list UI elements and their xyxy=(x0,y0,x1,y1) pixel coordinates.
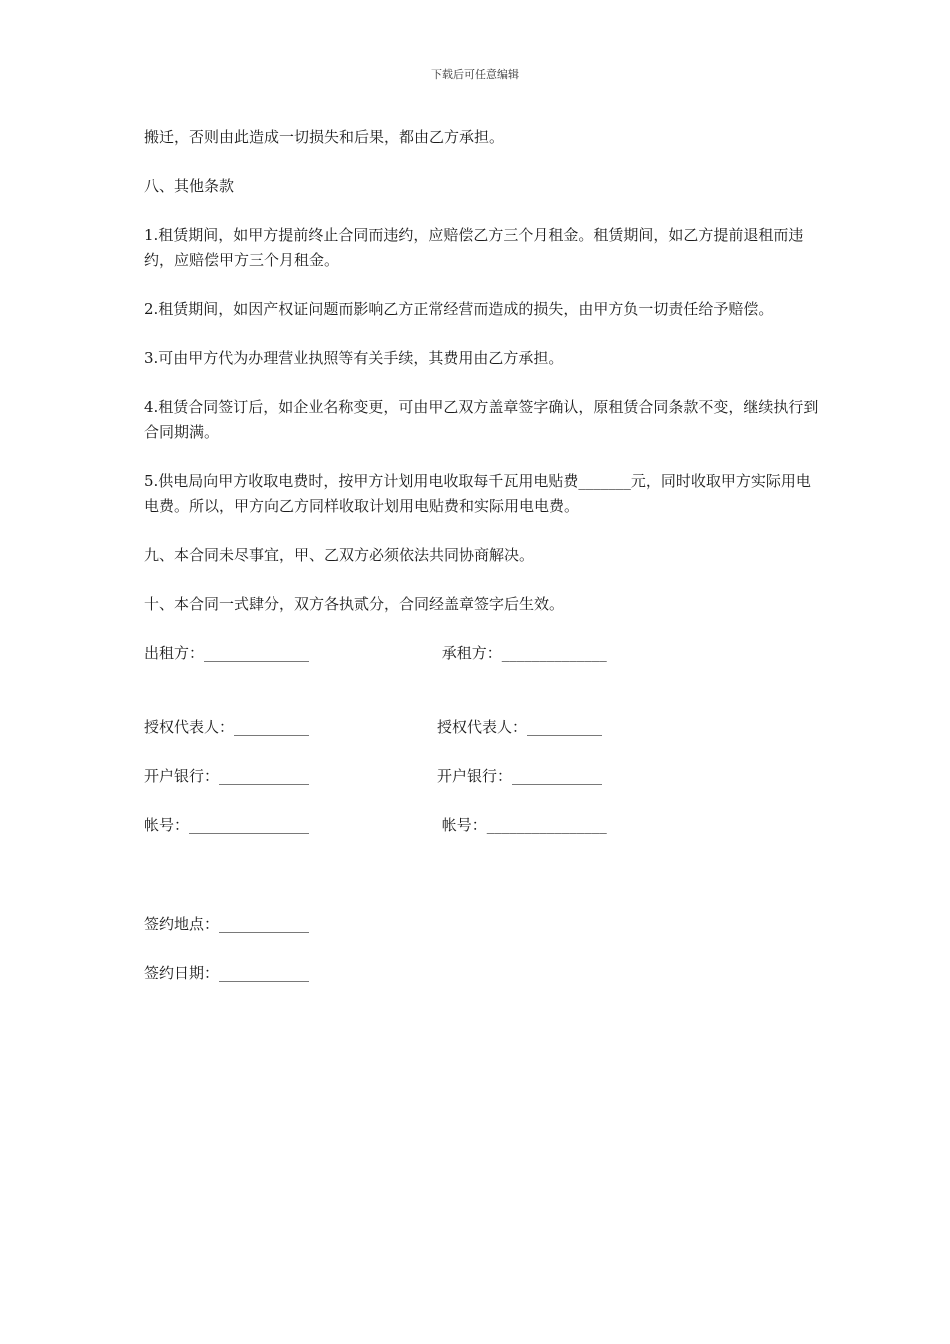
rep-right-field: 授权代表人：__________ xyxy=(437,718,603,736)
document-body xyxy=(144,125,824,1010)
signing-place-field: 签约地点：____________ xyxy=(144,915,310,933)
spacer xyxy=(144,862,824,912)
lessee-field: 承租方：______________ xyxy=(437,644,607,662)
clause-4: 4.租赁合同签订后，如企业名称变更，可由甲乙双方盖章签字确认，原租赁合同条款不变，继续执行到合同期满。 xyxy=(144,398,819,441)
signing-date-field: 签约日期：____________ xyxy=(144,964,310,982)
clause-1: 1.租赁期间，如甲方提前终止合同而违约，应赔偿乙方三个月租金。租赁期间，如乙方提前退租而违约，应赔偿甲方三个月租金。 xyxy=(144,226,804,269)
signature-rep-row xyxy=(144,715,824,740)
section-nine: 九、本合同未尽事宜，甲、乙双方必须依法共同协商解决。 xyxy=(144,546,535,564)
bank-right-field: 开户银行：____________ xyxy=(437,767,603,785)
paragraph-relocation: 搬迁，否则由此造成一切损失和后果，都由乙方承担。 xyxy=(144,128,505,146)
signing-date-row xyxy=(144,961,824,986)
section-ten: 十、本合同一式肆分，双方各执贰分，合同经盖章签字后生效。 xyxy=(144,595,565,613)
signature-party-row xyxy=(144,641,824,666)
rep-left-field: 授权代表人：__________ xyxy=(144,718,310,736)
signing-place-row xyxy=(144,912,824,937)
signature-account-row xyxy=(144,813,824,838)
signature-bank-row xyxy=(144,764,824,789)
account-right-field: 帐号：________________ xyxy=(437,816,607,834)
spacer xyxy=(144,690,824,715)
clause-5: 5.供电局向甲方收取电费时，按甲方计划用电收取每千瓦用电贴费_______元，同时收取甲方实际用电电费。所以，甲方向乙方同样收取计划用电贴费和实际用电电费。 xyxy=(144,472,811,515)
clause-3: 3.可由甲方代为办理营业执照等有关手续，其费用由乙方承担。 xyxy=(144,349,564,367)
page-header: 下载后可任意编辑 xyxy=(431,68,519,81)
bank-left-field: 开户银行：____________ xyxy=(144,767,310,785)
lessor-field: 出租方：______________ xyxy=(144,644,310,662)
account-left-field: 帐号：________________ xyxy=(144,816,310,834)
clause-2: 2.租赁期间，如因产权证问题而影响乙方正常经营而造成的损失，由甲方负一切责任给予赔偿。 xyxy=(144,300,774,318)
section-heading-eight: 八、其他条款 xyxy=(144,177,235,195)
